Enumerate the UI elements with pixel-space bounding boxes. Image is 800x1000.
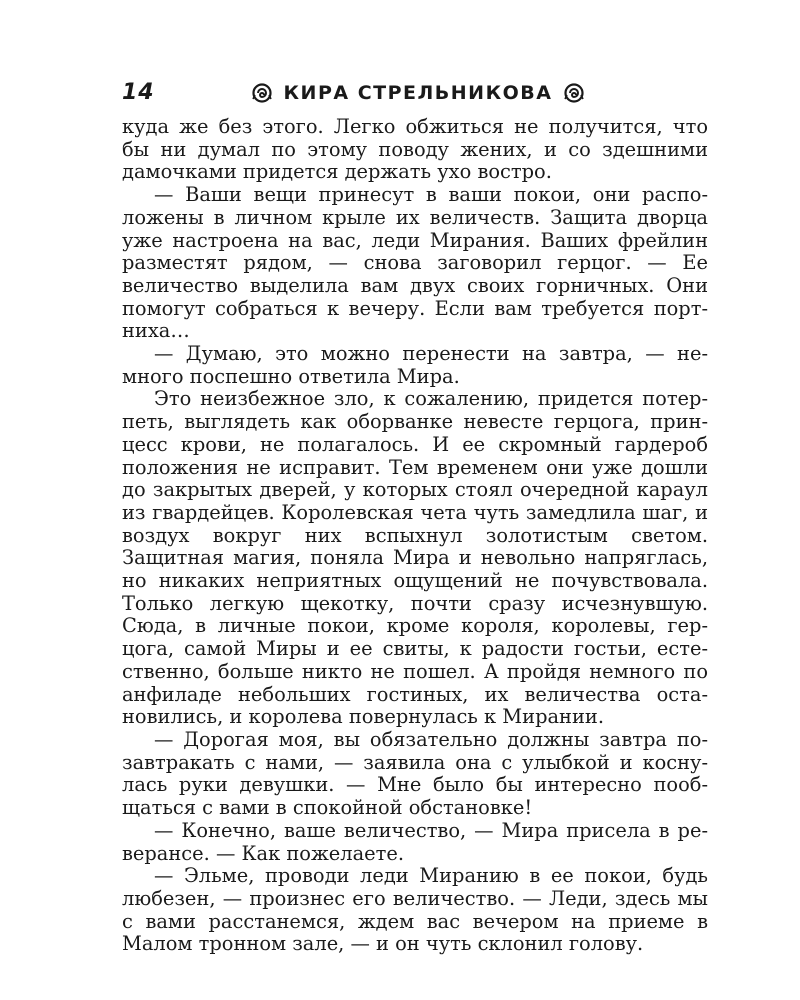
paragraph: — Ваши вещи принесут в ваши покои, они расположены в личном крыле их величеств. Защита дворца уже настроена на вас, леди Мирания. Ваших фрейлин разместят рядом, — снова заговорил герцог. — Ее величество выделила вам двух своих горничных. Они помогут собраться к вечеру. Если вам требуется портниха… <box>122 183 708 343</box>
spiral-ornament-icon <box>252 83 272 103</box>
paragraph: куда же без этого. Легко обжиться не получится, что бы ни думал по этому поводу жених, и со здешними дамочками придется держать ухо востро. <box>122 115 708 184</box>
paragraph: — Дорогая моя, вы обязательно должны завтра позавтракать с нами, — заявила она с улыбкой и коснулась руки девушки. — Мне было бы интересно пообщаться с вами в спокойной обстановке! <box>122 727 708 820</box>
paragraph: — Эльме, проводи леди Миранию в ее покои, будь любезен, — произнес его величество. — Леди, здесь мы с вами расстанемся, ждем вас вечером на приеме в Малом тронном зале, — и он чуть склонил голову. <box>122 864 708 956</box>
page-header <box>122 80 708 106</box>
paragraph: — Конечно, ваше величество, — Мира присела в реверансе. — Как пожелаете. <box>122 818 708 865</box>
body-text <box>122 116 708 956</box>
author-name: КИРА СТРЕЛЬНИКОВА <box>283 82 553 104</box>
spiral-ornament-icon <box>564 83 584 103</box>
page-number: 14 <box>122 80 155 105</box>
paragraph: — Думаю, это можно перенести на завтра, — немного поспешно ответила Мира. <box>122 342 708 388</box>
running-head <box>248 80 588 106</box>
paragraph: Это неизбежное зло, к сожалению, придется потерпеть, выглядеть как оборванке невесте герцога, принцесс крови, не полагалось. И ее скромный гардероб положения не исправит. Тем временем они уже дошли до закрытых дверей, у которых стоял очередной караул из гвардейцев. Королевская чета чуть замедлила шаг, и воздух вокруг них вспыхнул золотистым светом. Защитная магия, поняла Мира и невольно напряглась, но никаких неприятных ощущений не почувствовала. Только легкую щекотку, почти сразу исчезнувшую. Сюда, в личные покои, кроме короля, королевы, герцога, самой Миры и ее свиты, к радости гостьи, естественно, больше никто не пошел. А пройдя немного по анфиладе небольших гостиных, их величества остановились, и королева повернулась к Мирании. <box>122 387 708 729</box>
